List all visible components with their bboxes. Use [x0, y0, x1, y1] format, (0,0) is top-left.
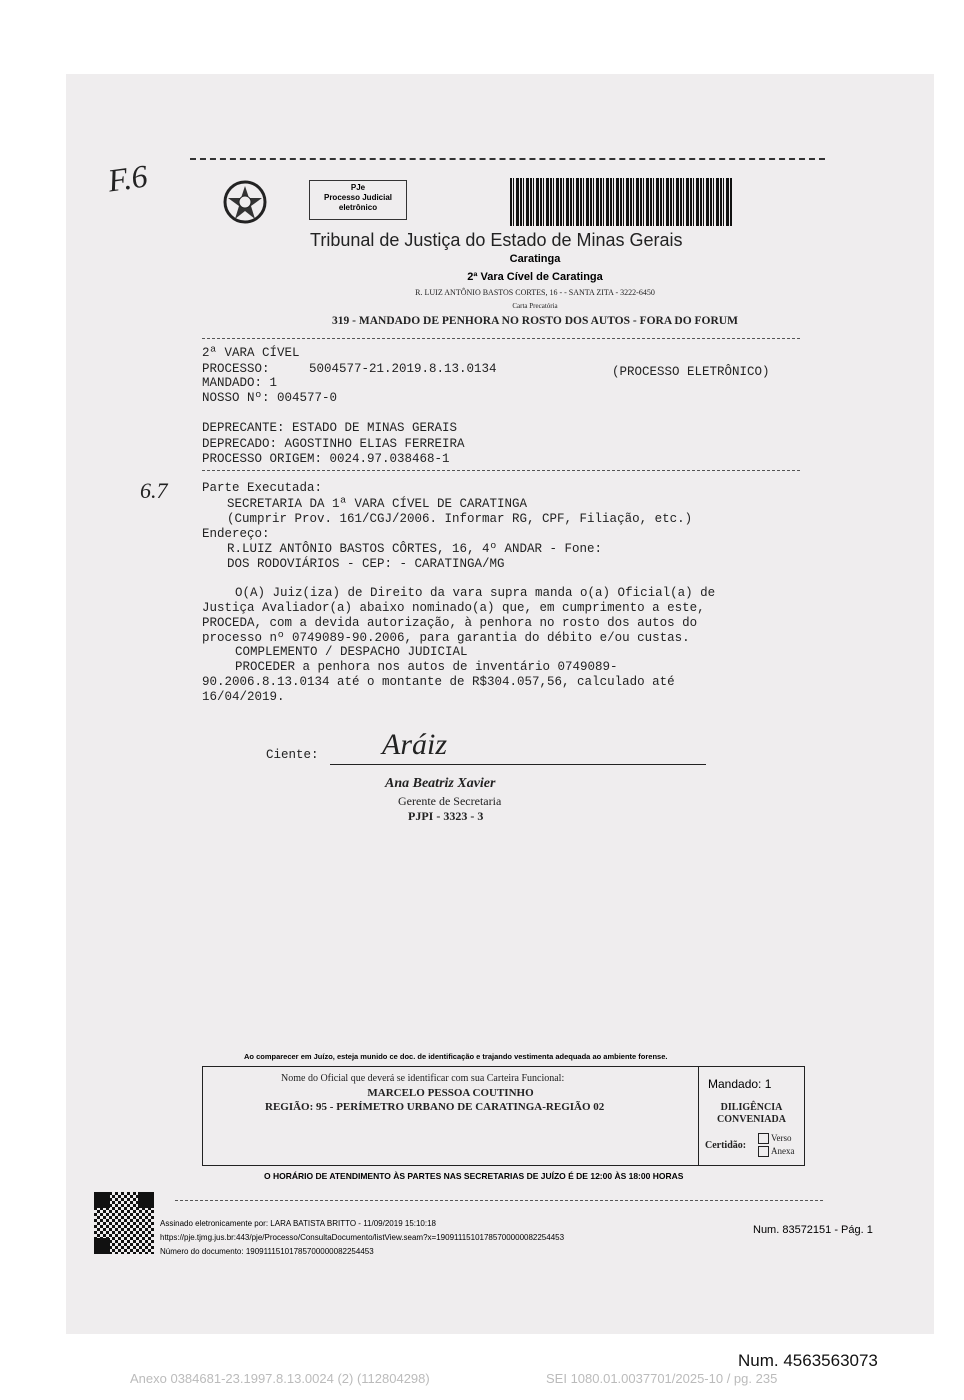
- body-line-5: COMPLEMENTO / DESPACHO JUDICIAL: [235, 645, 468, 659]
- diligencia-line-1: DILIGÊNCIA: [720, 1102, 783, 1113]
- processo-eletronico: (PROCESSO ELETRÔNICO): [612, 365, 770, 379]
- horario-notice: O HORÁRIO DE ATENDIMENTO ÀS PARTES NAS SECRETARIAS DE JUÍZO É DE 12:00 ÀS 18:00 HORAS: [264, 1171, 684, 1181]
- pje-line-3: eletrônico: [338, 203, 378, 212]
- body-line-1: O(A) Juiz(iza) de Direito da vara supra manda o(a) Oficial(a) de: [235, 586, 716, 600]
- ciente-label: Ciente:: [266, 748, 319, 762]
- body-line-4: processo nº 0749089-90.2006, para garantia do débito e/ou custas.: [202, 631, 690, 645]
- bottom-divider: [175, 1200, 823, 1201]
- body-line-2: Justiça Avaliador(a) abaixo nominado(a) que, em cumprimento a este,: [202, 601, 705, 615]
- num-label: Num. 4563563073: [738, 1351, 878, 1370]
- carta-precatoria: Carta Precatória: [512, 302, 558, 310]
- divider: [202, 338, 800, 339]
- anexo-label: Anexo 0384681-23.1997.8.13.0024 (2) (112804298): [130, 1371, 430, 1386]
- body-line-8: 16/04/2019.: [202, 690, 285, 704]
- deprecado: DEPRECADO: AGOSTINHO ELIAS FERREIRA: [202, 437, 465, 451]
- document-title: 319 - MANDADO DE PENHORA NO ROSTO DOS AUTOS - FORA DO FORUM: [332, 315, 738, 327]
- margin-note: 6.7: [140, 478, 168, 503]
- page-reference: Num. 83572151 - Pág. 1: [753, 1224, 873, 1236]
- oficial-regiao: REGIÃO: 95 - PERÍMETRO URBANO DE CARATINGA-REGIÃO 02: [265, 1101, 605, 1113]
- verso-checkbox[interactable]: [758, 1133, 769, 1144]
- processo-number: 5004577-21.2019.8.13.0134: [309, 362, 497, 376]
- top-divider: [190, 158, 825, 160]
- signature-line: [330, 764, 706, 765]
- endereco-line-2: DOS RODOVIÁRIOS - CEP: - CARATINGA/MG: [227, 557, 505, 571]
- body-line-3: PROCEDA, com a devida autorização, à penhora no rosto dos autos do: [202, 616, 698, 630]
- footer-notice: Ao comparecer em Juízo, esteja munido ce doc. de identificação e trajando vestimenta adequada ao ambiente forense.: [244, 1052, 668, 1061]
- parte-nome: SECRETARIA DA 1ª VARA CÍVEL DE CARATINGA: [227, 497, 528, 511]
- processo-origem: PROCESSO ORIGEM: 0024.97.038468-1: [202, 452, 450, 466]
- qr-code: [94, 1192, 154, 1254]
- document-number: Número do documento: 19091115101785700000082254453: [160, 1247, 374, 1256]
- deprecante: DEPRECANTE: ESTADO DE MINAS GERAIS: [202, 421, 458, 435]
- vara-label: 2ª VARA CÍVEL: [202, 346, 300, 360]
- verso-option: [758, 1133, 792, 1144]
- mandado-number: MANDADO: 1: [202, 376, 278, 390]
- signer-role: Gerente de Secretaria: [398, 794, 502, 808]
- coat-of-arms-icon: [222, 178, 268, 228]
- handwritten-signature: Aráiz: [382, 728, 448, 761]
- processo-label: PROCESSO:: [202, 362, 270, 376]
- anexa-option: [758, 1146, 795, 1157]
- comarca: Caratinga: [509, 253, 561, 265]
- handwritten-note: F.6: [105, 157, 150, 199]
- barcode: [510, 178, 733, 226]
- signer-id: PJPI - 3323 - 3: [408, 809, 484, 823]
- parte-label: Parte Executada:: [202, 481, 323, 495]
- diligencia-line-2: CONVENIADA: [717, 1114, 786, 1125]
- tribunal-title: Tribunal de Justiça do Estado de Minas Gerais: [310, 230, 683, 250]
- endereco-label: Endereço:: [202, 527, 270, 541]
- assinado-por: Assinado eletronicamente por: LARA BATISTA BRITTO - 11/09/2019 15:10:18: [160, 1219, 437, 1228]
- divider: [202, 470, 800, 471]
- pje-logo-box: [309, 180, 407, 220]
- sei-label: SEI 1080.01.0037701/2025-10 / pg. 235: [546, 1371, 778, 1386]
- oficial-nome: MARCELO PESSOA COUTINHO: [367, 1087, 534, 1099]
- oficial-box: [202, 1066, 805, 1166]
- nosso-numero: NOSSO Nº: 004577-0: [202, 391, 338, 405]
- document-url[interactable]: https://pje.tjmg.jus.br:443/pje/Processo/ConsultaDocumento/listView.seam?x=19091115101785700000082254453: [160, 1233, 565, 1242]
- body-line-7: 90.2006.8.13.0134 até o montante de R$304.057,56, calculado até: [202, 675, 675, 689]
- pje-line-2: Processo Judicial: [323, 193, 393, 202]
- certidao-label: Certidão:: [705, 1140, 747, 1151]
- body-line-6: PROCEDER a penhora nos autos de inventário 0749089-: [235, 660, 618, 674]
- anexa-label: Anexa: [771, 1146, 795, 1156]
- endereco-forum: R. LUIZ ANTÔNIO BASTOS CORTES, 16 - - SANTA ZITA - 3222-6450: [415, 288, 655, 297]
- verso-label: Verso: [771, 1133, 792, 1143]
- parte-instrucao: (Cumprir Prov. 161/CGJ/2006. Informar RG, CPF, Filiação, etc.): [227, 512, 693, 526]
- anexa-checkbox[interactable]: [758, 1146, 769, 1157]
- signer-name: Ana Beatriz Xavier: [385, 776, 496, 791]
- mandado-box-label: Mandado: 1: [708, 1077, 772, 1091]
- vara-title: 2ª Vara Cível de Caratinga: [467, 271, 603, 283]
- endereco-line-1: R.LUIZ ANTÔNIO BASTOS CÔRTES, 16, 4º ANDAR - Fone:: [227, 542, 603, 556]
- pje-line-1: PJe: [350, 183, 366, 192]
- oficial-label: Nome do Oficial que deverá se identificar com sua Carteira Funcional:: [281, 1073, 565, 1084]
